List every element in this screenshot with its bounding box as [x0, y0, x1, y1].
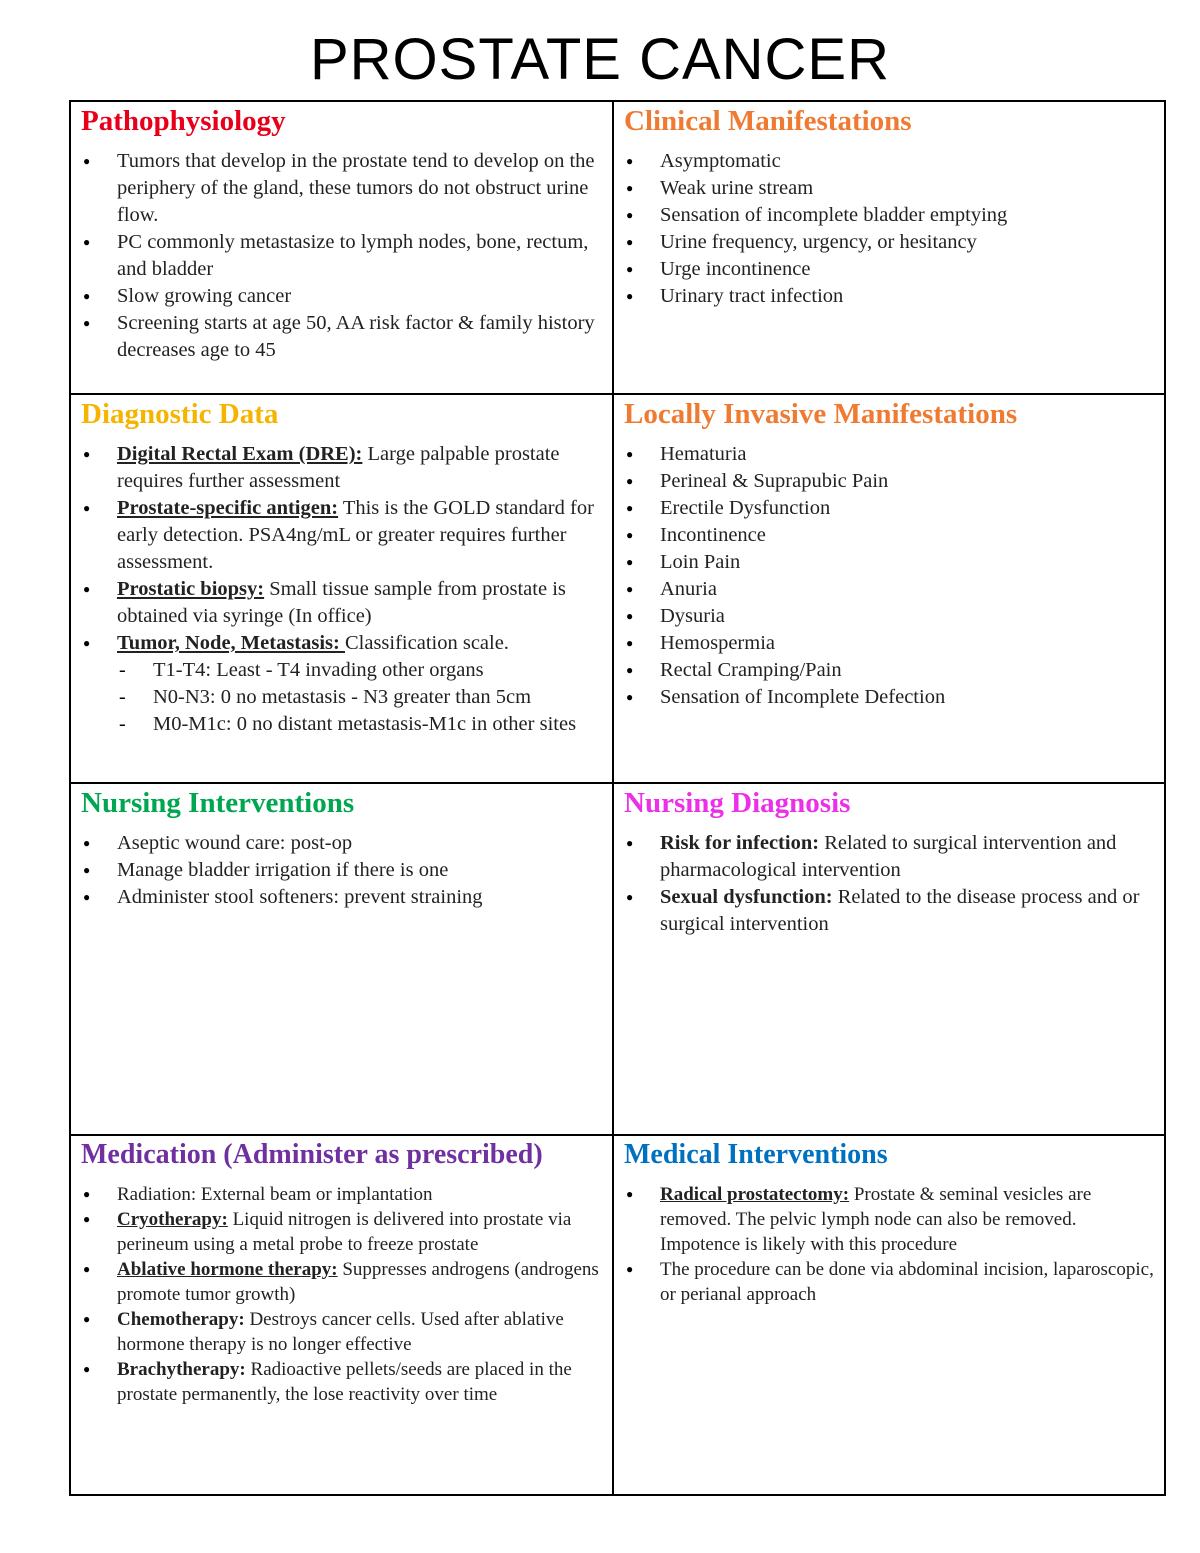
list-item: ● Dysuria — [624, 603, 1156, 630]
sub-item: - M0-M1c: 0 no distant metastasis-M1c in other sites — [117, 711, 602, 738]
list-item: ● Hematuria — [624, 441, 1156, 468]
description: Suppresses androgens (androgens promote tumor growth) — [117, 1259, 599, 1305]
list-item: ● Weak urine stream — [624, 175, 1156, 202]
list-item: ● Screening starts at age 50, AA risk factor & family history decreases age to 45 — [81, 310, 602, 364]
list-item: ● Rectal Cramping/Pain — [624, 657, 1156, 684]
nursing-diagnosis-list — [624, 830, 1156, 938]
pathophysiology-list — [81, 148, 602, 364]
diagnostic-data-heading: Diagnostic Data — [81, 398, 279, 430]
nursing-interventions-heading: Nursing Interventions — [81, 787, 355, 819]
pathophysiology-section — [71, 102, 612, 393]
list-item — [81, 1257, 602, 1307]
diagnostic-data-list — [81, 441, 602, 657]
description: Large palpable prostate requires further assessment — [117, 443, 560, 492]
list-item — [624, 1257, 1156, 1307]
list-item: ● Incontinence — [624, 522, 1156, 549]
description: Liquid nitrogen is delivered into prostate via perineum using a metal probe to freeze prostate — [117, 1209, 572, 1255]
list-item — [624, 884, 1156, 938]
list-item — [81, 1357, 602, 1407]
description: The procedure can be done via abdominal incision, laparoscopic, or perianal approach — [660, 1259, 1154, 1305]
list-item — [81, 576, 602, 630]
list-item — [81, 495, 602, 576]
list-item: ● Sensation of incomplete bladder emptying — [624, 202, 1156, 229]
description: Radiation: External beam or implantation — [117, 1184, 433, 1205]
description: Classification scale. — [344, 632, 509, 654]
medical-interventions-heading: Medical Interventions — [624, 1139, 888, 1170]
list-item: ● Aseptic wound care: post-op — [81, 830, 602, 857]
list-item — [81, 1307, 602, 1357]
clinical-manifestations-list — [624, 148, 1156, 310]
nursing-interventions-section — [71, 782, 612, 1134]
nursing-diagnosis-section — [612, 782, 1166, 1134]
description: Destroys cancer cells. Used after ablative hormone therapy is no longer effective — [117, 1309, 564, 1355]
list-item — [81, 441, 602, 495]
term: Prostate-specific antigen: — [117, 497, 339, 519]
list-item: ● Slow growing cancer — [81, 283, 602, 310]
page-title: PROSTATE CANCER — [309, 27, 891, 92]
medication-heading: Medication (Administer as prescribed) — [81, 1139, 543, 1170]
medical-interventions-list — [624, 1182, 1156, 1307]
nursing-interventions-list — [81, 830, 602, 911]
list-item: ● Loin Pain — [624, 549, 1156, 576]
medication-section — [71, 1134, 612, 1496]
clinical-manifestations-section — [612, 102, 1166, 393]
list-item: ● Urine frequency, urgency, or hesitancy — [624, 229, 1156, 256]
description: This is the GOLD standard for early detection. PSA4ng/mL or greater requires further assessment. — [117, 497, 594, 573]
list-item: ● Administer stool softeners: prevent straining — [81, 884, 602, 911]
clinical-manifestations-heading: Clinical Manifestations — [624, 105, 912, 137]
medication-list — [81, 1182, 602, 1407]
description: Radioactive pellets/seeds are placed in the prostate permanently, the lose reactivity over time — [117, 1359, 572, 1405]
list-item: ● Tumors that develop in the prostate tend to develop on the periphery of the gland, these tumors do not obstruct urine flow. — [81, 148, 602, 229]
term: Digital Rectal Exam (DRE): — [117, 443, 363, 465]
locally-invasive-heading: Locally Invasive Manifestations — [624, 398, 1018, 430]
list-item — [81, 630, 602, 657]
medical-interventions-section — [612, 1134, 1166, 1496]
list-item: ● Urge incontinence — [624, 256, 1156, 283]
pathophysiology-heading: Pathophysiology — [81, 105, 286, 137]
locally-invasive-section — [612, 393, 1166, 782]
list-item: ● Sensation of Incomplete Defection — [624, 684, 1156, 711]
list-item — [624, 1182, 1156, 1257]
nursing-diagnosis-heading: Nursing Diagnosis — [624, 787, 851, 819]
tnm-sublist — [117, 657, 602, 738]
list-item: ● Perineal & Suprapubic Pain — [624, 468, 1156, 495]
list-item: ● Erectile Dysfunction — [624, 495, 1156, 522]
list-item: ● PC commonly metastasize to lymph nodes, bone, rectum, and bladder — [81, 229, 602, 283]
locally-invasive-list — [624, 441, 1156, 711]
term: Risk for infection: — [660, 832, 820, 854]
list-item: ● Anuria — [624, 576, 1156, 603]
term: Cryotherapy: — [117, 1209, 228, 1230]
list-item: ● Asymptomatic — [624, 148, 1156, 175]
diagnostic-data-section — [71, 393, 612, 782]
term: Sexual dysfunction: — [660, 886, 833, 908]
description: Prostate & seminal vesicles are removed. The pelvic lymph node can also be removed. Impotence is likely with this procedure — [660, 1184, 1092, 1255]
list-item: ● Manage bladder irrigation if there is one — [81, 857, 602, 884]
term: Prostatic biopsy: — [117, 578, 265, 600]
list-item: ● Hemospermia — [624, 630, 1156, 657]
term: Radical prostatectomy: — [660, 1184, 850, 1205]
sub-item: - N0-N3: 0 no metastasis - N3 greater than 5cm — [117, 684, 602, 711]
list-item: ● Urinary tract infection — [624, 283, 1156, 310]
description: Related to the disease process and or surgical intervention — [660, 886, 1140, 935]
sub-item: - T1-T4: Least - T4 invading other organs — [117, 657, 602, 684]
list-item — [81, 1182, 602, 1207]
term: Chemotherapy: — [117, 1309, 245, 1330]
term: Brachytherapy: — [117, 1359, 246, 1380]
content-grid — [69, 100, 1166, 1496]
description: Related to surgical intervention and pharmacological intervention — [660, 832, 1117, 881]
term: Tumor, Node, Metastasis: — [117, 632, 345, 654]
list-item — [81, 1207, 602, 1257]
description: Small tissue sample from prostate is obtained via syringe (In office) — [117, 578, 566, 627]
list-item — [624, 830, 1156, 884]
term: Ablative hormone therapy: — [117, 1259, 338, 1280]
